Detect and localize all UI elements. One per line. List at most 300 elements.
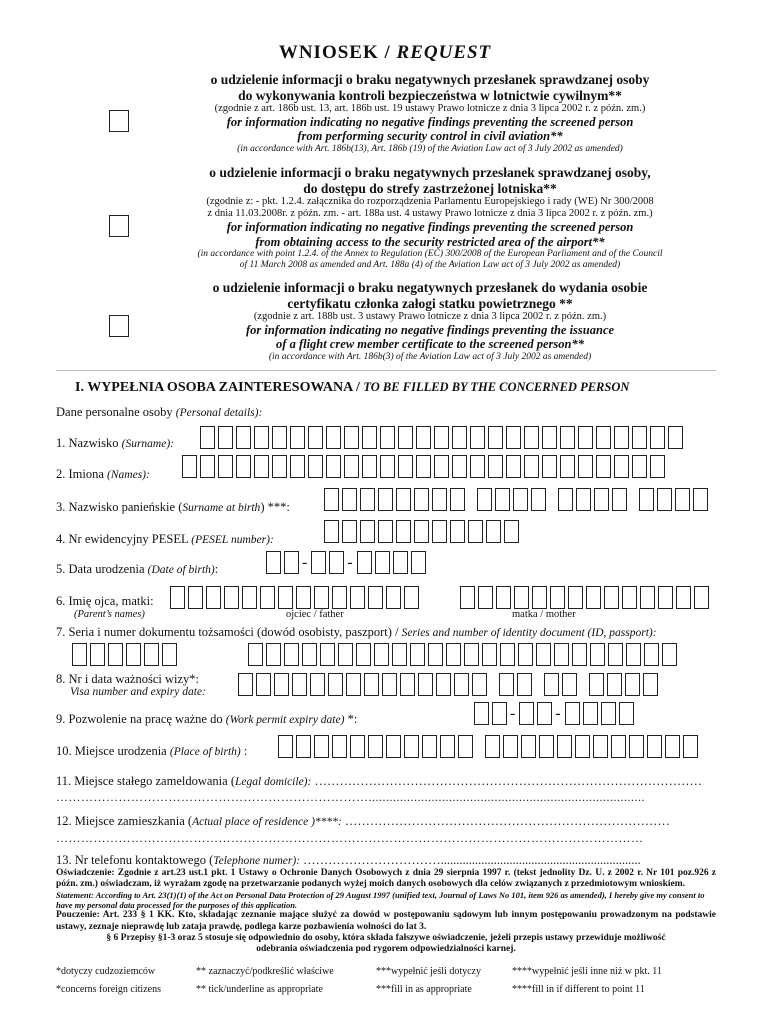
option-2-en-line1: for information indicating no negative findings preventing the screened person: [226, 220, 634, 235]
date-separator: -: [510, 704, 516, 722]
char-box[interactable]: [594, 488, 609, 511]
char-box[interactable]: [470, 455, 485, 478]
char-box[interactable]: [468, 520, 483, 543]
option-3-en-line2: of a flight crew member certificate to the screened person**: [276, 337, 584, 352]
char-box[interactable]: [254, 426, 269, 449]
char-box[interactable]: [565, 702, 580, 725]
char-box[interactable]: [524, 426, 539, 449]
char-box[interactable]: [344, 426, 359, 449]
char-box[interactable]: [400, 673, 415, 696]
char-box[interactable]: [338, 643, 353, 666]
option-2-pl-line1: o udzielenie informacji o braku negatywnych przesłanek sprawdzanej osoby,: [209, 165, 651, 180]
char-box[interactable]: [458, 735, 473, 758]
char-box[interactable]: [380, 455, 395, 478]
char-box[interactable]: [396, 520, 411, 543]
visa-boxes[interactable]: [238, 673, 661, 696]
char-box[interactable]: [568, 586, 583, 609]
title-pl: WNIOSEK: [278, 42, 379, 63]
option-1-en-line2: from performing security control in civil aviation**: [297, 129, 563, 144]
residence-dots-line2[interactable]: ……………………………………………………………………………………………………………………………: [56, 831, 644, 845]
char-box[interactable]: [360, 520, 375, 543]
maiden-name-boxes[interactable]: [324, 488, 711, 511]
birthplace-pl: 10. Miejsce urodzenia: [56, 744, 170, 758]
dob-pl: 5. Data urodzenia: [56, 562, 148, 576]
char-box[interactable]: [200, 426, 215, 449]
names-boxes[interactable]: [182, 455, 668, 478]
char-box[interactable]: [324, 520, 339, 543]
char-box[interactable]: [260, 586, 275, 609]
char-box[interactable]: [440, 735, 455, 758]
char-box[interactable]: [428, 643, 443, 666]
char-box[interactable]: [572, 643, 587, 666]
char-box[interactable]: [398, 426, 413, 449]
char-box[interactable]: [242, 586, 257, 609]
domicile-pl: 11. Miejsce stałego zameldowania (: [56, 774, 235, 788]
option-1-legal-ref: (zgodnie z art. 186b ust. 13, art. 186b ust. 19 ustawy Prawo lotnicze z dnia 3 lipca 2002 r. z późn. zm.): [214, 103, 646, 115]
char-box[interactable]: [639, 488, 654, 511]
char-box[interactable]: [562, 673, 577, 696]
char-box[interactable]: [380, 426, 395, 449]
char-box[interactable]: [658, 586, 673, 609]
footnote-4-en: ****fill in if different to point 11: [512, 984, 645, 995]
char-box[interactable]: [460, 586, 475, 609]
char-box[interactable]: [144, 643, 159, 666]
char-box[interactable]: [604, 586, 619, 609]
char-box[interactable]: [518, 643, 533, 666]
char-box[interactable]: [601, 702, 616, 725]
char-box[interactable]: [450, 520, 465, 543]
char-box[interactable]: [284, 551, 299, 574]
char-box[interactable]: [360, 488, 375, 511]
char-box[interactable]: [485, 735, 500, 758]
date-separator: -: [347, 553, 353, 571]
maiden-name-label: [56, 500, 290, 515]
char-box[interactable]: [488, 455, 503, 478]
perjury-notice: Pouczenie: Art. 233 § 1 KK. Kto, składając zeznanie mające służyć za dowód w postępowaniu sądowym lub innym postępowaniu prowadzonym na podstawie ustawy, zeznaje nieprawdę lub zataja prawdę, podlega karze pozbawienia wolności do lat 3.: [56, 910, 716, 932]
char-box[interactable]: [676, 586, 691, 609]
footnote-3-en: ***fill in as appropriate: [376, 984, 472, 995]
char-box[interactable]: [452, 455, 467, 478]
char-box[interactable]: [362, 426, 377, 449]
char-box[interactable]: [492, 702, 507, 725]
char-box[interactable]: [578, 455, 593, 478]
surname-pl: 1. Nazwisko: [56, 436, 122, 450]
char-box[interactable]: [432, 488, 447, 511]
char-box[interactable]: [503, 735, 518, 758]
char-box[interactable]: [329, 551, 344, 574]
char-box[interactable]: [296, 735, 311, 758]
char-box[interactable]: [182, 455, 197, 478]
char-box[interactable]: [72, 643, 87, 666]
birthplace-en: (Place of birth): [169, 746, 241, 758]
char-box[interactable]: [200, 455, 215, 478]
char-box[interactable]: [284, 643, 299, 666]
char-box[interactable]: [311, 551, 326, 574]
char-box[interactable]: [472, 673, 487, 696]
char-box[interactable]: [665, 735, 680, 758]
phone-en: Telephone numer):: [213, 855, 301, 867]
char-box[interactable]: [504, 520, 519, 543]
char-box[interactable]: [554, 643, 569, 666]
personal-details-label: [56, 405, 262, 420]
char-box[interactable]: [650, 426, 665, 449]
char-box[interactable]: [478, 586, 493, 609]
char-box[interactable]: [668, 426, 683, 449]
char-box[interactable]: [542, 455, 557, 478]
surname-label: [56, 436, 174, 451]
id-doc-label: [56, 625, 657, 640]
char-box[interactable]: [488, 426, 503, 449]
char-box[interactable]: [675, 488, 690, 511]
section-heading-en: TO BE FILLED BY THE CONCERNED PERSON: [363, 380, 630, 394]
maiden-name-pl: 3. Nazwisko panieńskie (: [56, 500, 183, 514]
char-box[interactable]: [640, 586, 655, 609]
char-box[interactable]: [414, 488, 429, 511]
char-box[interactable]: [622, 586, 637, 609]
char-box[interactable]: [619, 702, 634, 725]
char-box[interactable]: [274, 673, 289, 696]
char-box[interactable]: [364, 673, 379, 696]
option-2-en-legal-ref-1: (in accordance with point 1.2.4. of the Annex to Regulation (EC) 300/2008 of the European Parliament and of the Council: [197, 248, 663, 259]
char-box[interactable]: [647, 735, 662, 758]
char-box[interactable]: [532, 586, 547, 609]
parents-label: [56, 594, 154, 609]
footnote-2-pl: ** zaznaczyć/podkreślić właściwe: [196, 966, 334, 977]
char-box[interactable]: [350, 586, 365, 609]
char-box[interactable]: [539, 735, 554, 758]
char-box[interactable]: [576, 488, 591, 511]
option-3-en-legal-ref: (in accordance with Art. 186b(3) of the Aviation Law act of 3 July 2002 as amended): [268, 351, 592, 362]
char-box[interactable]: [558, 488, 573, 511]
option-2-en-line2: from obtaining access to the security restricted area of the airport**: [255, 234, 605, 249]
domicile-dots[interactable]: …………………………………………………………………………………: [311, 774, 702, 788]
char-box[interactable]: [308, 455, 323, 478]
char-box[interactable]: [590, 643, 605, 666]
char-box[interactable]: [452, 426, 467, 449]
char-box[interactable]: [396, 488, 411, 511]
char-box[interactable]: [499, 673, 514, 696]
surname-en: (Surname):: [121, 438, 174, 450]
char-box[interactable]: [248, 643, 263, 666]
char-box[interactable]: [614, 426, 629, 449]
char-box[interactable]: [464, 643, 479, 666]
option-3-pl-line1: o udzielenie informacji o braku negatywnych przesłanek do wydania osobie: [212, 280, 648, 295]
char-box[interactable]: [537, 702, 552, 725]
footnote-2-en: ** tick/underline as appropriate: [196, 984, 323, 995]
work-permit-pl: 9. Pozwolenie na pracę ważne do: [56, 712, 226, 726]
char-box[interactable]: [560, 426, 575, 449]
char-box[interactable]: [272, 455, 287, 478]
char-box[interactable]: [326, 455, 341, 478]
char-box[interactable]: [586, 586, 601, 609]
domicile-dots-line2[interactable]: …………………………………………………………………...............................................................................: [56, 790, 645, 804]
char-box[interactable]: [542, 426, 557, 449]
char-box[interactable]: [632, 426, 647, 449]
char-box[interactable]: [350, 735, 365, 758]
char-box[interactable]: [416, 455, 431, 478]
char-box[interactable]: [500, 643, 515, 666]
birthplace-tail: :: [240, 744, 248, 758]
char-box[interactable]: [550, 586, 565, 609]
id-doc-number-boxes[interactable]: [248, 643, 680, 666]
char-box[interactable]: [517, 673, 532, 696]
char-box[interactable]: [557, 735, 572, 758]
char-box[interactable]: [589, 673, 604, 696]
char-box[interactable]: [224, 586, 239, 609]
option-1-en-legal-ref: (in accordance with Art. 186b(13), Art. 186b (19) of the Aviation Law act of 3 July 2002 as amended): [237, 143, 623, 154]
char-box[interactable]: [375, 551, 390, 574]
char-box[interactable]: [513, 488, 528, 511]
char-box[interactable]: [326, 426, 341, 449]
char-box[interactable]: [378, 520, 393, 543]
title-sep: /: [378, 42, 397, 63]
footnote-1-en: *concerns foreign citizens: [56, 984, 161, 995]
char-box[interactable]: [266, 643, 281, 666]
char-box[interactable]: [386, 586, 401, 609]
char-box[interactable]: [398, 455, 413, 478]
char-box[interactable]: [290, 455, 305, 478]
dob-tail: :: [214, 562, 219, 576]
char-box[interactable]: [356, 643, 371, 666]
char-box[interactable]: [320, 643, 335, 666]
residence-en: Actual place of residence )****:: [192, 816, 342, 828]
char-box[interactable]: [470, 426, 485, 449]
char-box[interactable]: [436, 673, 451, 696]
char-box[interactable]: [314, 735, 329, 758]
option-1-pl-line2: do wykonywania kontroli bezpieczeństwa w lotnictwie cywilnym**: [238, 87, 622, 103]
char-box[interactable]: [662, 643, 677, 666]
char-box[interactable]: [544, 673, 559, 696]
id-doc-series-boxes[interactable]: [72, 643, 180, 666]
pesel-boxes[interactable]: [324, 520, 522, 543]
char-box[interactable]: [434, 455, 449, 478]
surname-boxes[interactable]: [200, 426, 686, 449]
footnote-3-pl: ***wypełnić jeśli dotyczy: [376, 966, 481, 977]
char-box[interactable]: [236, 426, 251, 449]
char-box[interactable]: [411, 551, 426, 574]
date-separator: -: [555, 704, 561, 722]
section-divider: [56, 370, 716, 371]
char-box[interactable]: [218, 455, 233, 478]
char-box[interactable]: [416, 426, 431, 449]
char-box[interactable]: [608, 643, 623, 666]
father-name-boxes[interactable]: [170, 586, 422, 609]
char-box[interactable]: [607, 673, 622, 696]
char-box[interactable]: [446, 643, 461, 666]
char-box[interactable]: [657, 488, 672, 511]
char-box[interactable]: [404, 735, 419, 758]
char-box[interactable]: [342, 520, 357, 543]
option-1-en-line1: for information indicating no negative findings preventing the screened person: [226, 115, 634, 130]
char-box[interactable]: [629, 735, 644, 758]
char-box[interactable]: [482, 643, 497, 666]
char-box[interactable]: [693, 488, 708, 511]
footnote-4-pl: ****wypełnić jeśli inne niż w pkt. 11: [512, 966, 662, 977]
char-box[interactable]: [643, 673, 658, 696]
option-1-pl-line1: o udzielenie informacji o braku negatywnych przesłanek sprawdzanej osoby: [210, 72, 650, 87]
char-box[interactable]: [506, 455, 521, 478]
residence-label[interactable]: [56, 814, 670, 829]
mother-caption: matka / mother: [512, 609, 576, 620]
char-box[interactable]: [414, 520, 429, 543]
option-3-checkbox[interactable]: [109, 315, 129, 337]
char-box[interactable]: [292, 673, 307, 696]
option-2-text: [130, 165, 730, 271]
id-doc-pl: 7. Seria i numer dokumentu tożsamości (dowód osobisty, paszport) /: [56, 625, 402, 639]
names-pl: 2. Imiona: [56, 467, 108, 481]
char-box[interactable]: [278, 735, 293, 758]
visa-en: Visa number and expiry date:: [70, 686, 206, 698]
char-box[interactable]: [254, 455, 269, 478]
form-title: [0, 42, 770, 64]
char-box[interactable]: [625, 673, 640, 696]
char-box[interactable]: [170, 586, 185, 609]
char-box[interactable]: [362, 455, 377, 478]
char-box[interactable]: [496, 586, 511, 609]
char-box[interactable]: [272, 426, 287, 449]
char-box[interactable]: [324, 488, 339, 511]
char-box[interactable]: [332, 586, 347, 609]
personal-pl: Dane personalne osoby: [56, 405, 176, 419]
char-box[interactable]: [328, 673, 343, 696]
char-box[interactable]: [410, 643, 425, 666]
char-box[interactable]: [278, 586, 293, 609]
char-box[interactable]: [236, 455, 251, 478]
char-box[interactable]: [90, 643, 105, 666]
char-box[interactable]: [290, 426, 305, 449]
names-en: (Names):: [107, 469, 150, 481]
char-box[interactable]: [531, 488, 546, 511]
option-2-legal-ref-2: z dnia 11.03.2008r. z późn. zm. - art. 188a ust. 4 ustawy Prawo lotnicze z dnia 3 lipca 2002 r. z późn. zm.): [207, 208, 653, 220]
option-2-checkbox[interactable]: [109, 215, 129, 237]
char-box[interactable]: [626, 643, 641, 666]
pesel-en: (PESEL number):: [191, 534, 274, 546]
char-box[interactable]: [514, 586, 529, 609]
parents-en: (Parent’s names): [74, 609, 145, 620]
char-box[interactable]: [644, 643, 659, 666]
char-box[interactable]: [374, 643, 389, 666]
id-doc-en: Series and number of identity document (ID, passport):: [401, 627, 657, 639]
work-permit-boxes[interactable]: [474, 702, 637, 725]
dob-boxes[interactable]: [266, 551, 429, 574]
char-box[interactable]: [310, 673, 325, 696]
char-box[interactable]: [218, 426, 233, 449]
char-box[interactable]: [386, 735, 401, 758]
char-box[interactable]: [432, 520, 447, 543]
char-box[interactable]: [521, 735, 536, 758]
char-box[interactable]: [238, 673, 253, 696]
char-box[interactable]: [450, 488, 465, 511]
phone-dots[interactable]: ……………………………................................................................: [300, 853, 641, 867]
char-box[interactable]: [524, 455, 539, 478]
section-heading: [75, 380, 629, 396]
char-box[interactable]: [418, 673, 433, 696]
residence-dots[interactable]: ……………………………………………………………………: [341, 814, 670, 828]
char-box[interactable]: [560, 455, 575, 478]
char-box[interactable]: [632, 455, 647, 478]
date-separator: -: [302, 553, 308, 571]
option-2-en-legal-ref-2: of 11 March 2008 as amended and Art. 188a (4) of the Aviation Law act of 3 July 2002 as amended): [239, 259, 621, 270]
char-box[interactable]: [583, 702, 598, 725]
footnote-1-pl: *dotyczy cudzoziemców: [56, 966, 156, 977]
char-box[interactable]: [683, 735, 698, 758]
char-box[interactable]: [614, 455, 629, 478]
option-3-en-line1: for information indicating no negative findings preventing the issuance: [245, 323, 615, 338]
char-box[interactable]: [596, 426, 611, 449]
char-box[interactable]: [575, 735, 590, 758]
dob-label: [56, 562, 218, 577]
char-box[interactable]: [392, 643, 407, 666]
maiden-name-en: Surname at birth: [182, 502, 261, 514]
option-2-legal-ref-1: (zgodnie z: - pkt. 1.2.4. załącznika do rozporządzenia Parlamentu Europejskiego i rady (WE) Nr 300/2008: [206, 196, 654, 208]
option-3-legal-ref: (zgodnie z art. 188b ust. 3 ustawy Prawo lotnicze z dnia 3 lipca 2002 r. z późn. zm.): [253, 311, 607, 323]
char-box[interactable]: [368, 586, 383, 609]
char-box[interactable]: [612, 488, 627, 511]
char-box[interactable]: [578, 426, 593, 449]
char-box[interactable]: [593, 735, 608, 758]
char-box[interactable]: [357, 551, 372, 574]
char-box[interactable]: [422, 735, 437, 758]
char-box[interactable]: [454, 673, 469, 696]
birthplace-boxes[interactable]: [278, 735, 701, 758]
char-box[interactable]: [188, 586, 203, 609]
char-box[interactable]: [611, 735, 626, 758]
dob-en: (Date of birth): [147, 564, 215, 576]
father-caption: ojciec / father: [286, 609, 344, 620]
char-box[interactable]: [434, 426, 449, 449]
char-box[interactable]: [694, 586, 709, 609]
char-box[interactable]: [302, 643, 317, 666]
char-box[interactable]: [344, 455, 359, 478]
char-box[interactable]: [519, 702, 534, 725]
char-box[interactable]: [506, 426, 521, 449]
char-box[interactable]: [404, 586, 419, 609]
work-permit-label: [56, 712, 357, 727]
char-box[interactable]: [206, 586, 221, 609]
phone-label[interactable]: [56, 853, 641, 868]
char-box[interactable]: [256, 673, 271, 696]
char-box[interactable]: [346, 673, 361, 696]
char-box[interactable]: [477, 488, 492, 511]
char-box[interactable]: [314, 586, 329, 609]
option-2-pl-line2: do dostępu do strefy zastrzeżonej lotniska**: [303, 180, 557, 196]
pesel-pl: 4. Nr ewidencyjny PESEL: [56, 532, 192, 546]
char-box[interactable]: [393, 551, 408, 574]
char-box[interactable]: [296, 586, 311, 609]
option-1-checkbox[interactable]: [109, 110, 129, 132]
char-box[interactable]: [536, 643, 551, 666]
char-box[interactable]: [596, 455, 611, 478]
char-box[interactable]: [162, 643, 177, 666]
mother-name-boxes[interactable]: [460, 586, 712, 609]
char-box[interactable]: [495, 488, 510, 511]
char-box[interactable]: [342, 488, 357, 511]
char-box[interactable]: [108, 643, 123, 666]
char-box[interactable]: [308, 426, 323, 449]
domicile-label[interactable]: [56, 774, 702, 789]
char-box[interactable]: [266, 551, 281, 574]
char-box[interactable]: [368, 735, 383, 758]
char-box[interactable]: [474, 702, 489, 725]
char-box[interactable]: [332, 735, 347, 758]
char-box[interactable]: [486, 520, 501, 543]
option-3-pl-line2: certyfikatu członka załogi statku powietrznego **: [287, 295, 573, 311]
birthplace-label: [56, 744, 247, 759]
char-box[interactable]: [126, 643, 141, 666]
char-box[interactable]: [650, 455, 665, 478]
char-box[interactable]: [382, 673, 397, 696]
char-box[interactable]: [378, 488, 393, 511]
